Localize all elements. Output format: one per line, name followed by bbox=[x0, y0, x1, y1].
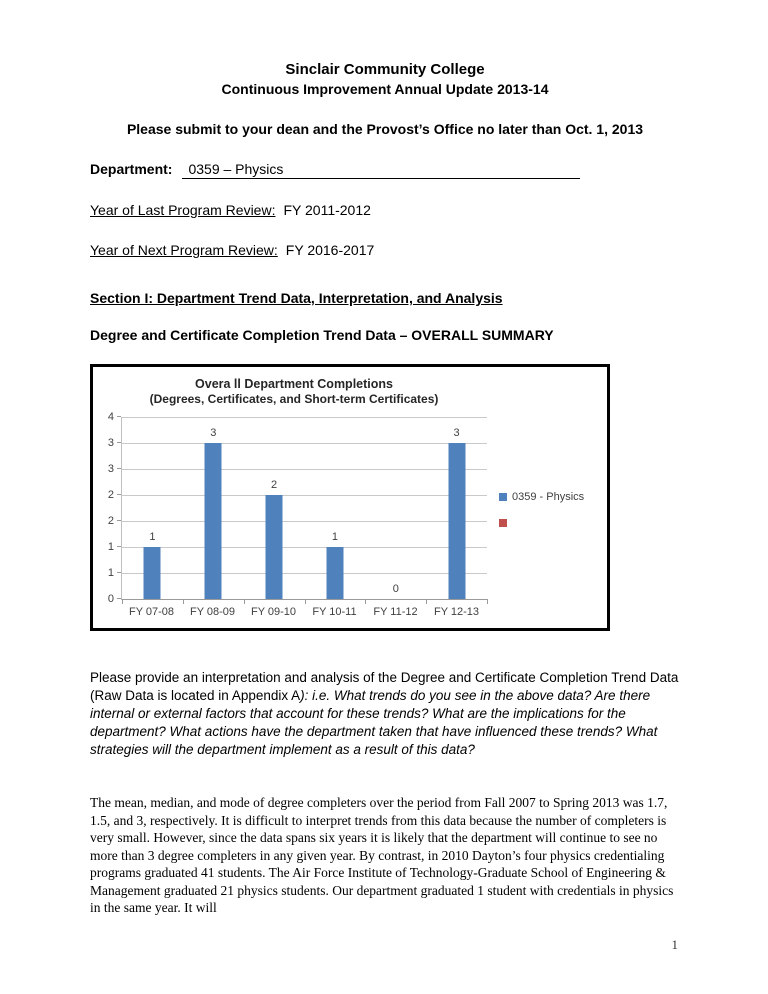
bar-value-label: 0 bbox=[392, 583, 399, 595]
bar bbox=[205, 443, 222, 599]
legend-label: 0359 - Physics bbox=[512, 490, 585, 503]
bar-value-label: 1 bbox=[149, 531, 156, 543]
gridline bbox=[122, 495, 487, 496]
legend-item bbox=[499, 491, 599, 503]
x-tick-mark bbox=[244, 599, 245, 604]
chart-title-block bbox=[99, 376, 489, 407]
x-tick-mark bbox=[426, 599, 427, 604]
bar-value-label: 3 bbox=[453, 427, 460, 439]
legend-swatch bbox=[499, 493, 507, 501]
department-value: 0359 – Physics bbox=[182, 160, 580, 179]
analysis-paragraph: The mean, median, and mode of degree completers over the period from Fall 2007 to Spring 2013 was 1.7, 1.5, and 3, respectively. It is difficult to interpret trends from this data because the number of completers is very small. However, since the data spans six years it is likely that the department will continue to see no more than 3 degree completers in any given year. By contrast, in 2010 Dayton’s four physics credentialing programs graduated 41 students. The Air Force Institute of Technology-Graduate School of Engineering & Management graduated 21 physics students. Our department graduated 1 student with credentials in physics in the same year. It will bbox=[90, 795, 674, 915]
bar-value-label: 3 bbox=[210, 427, 217, 439]
chart-legend bbox=[487, 417, 599, 600]
prompt-italic-text: ): i.e. What trends do you see in the above data? Are there internal or external factors that account for these trends? What are the implications for the department? What actions have the department taken that have influenced these trends? What strategies will the department implement as a result of this data? bbox=[90, 688, 658, 757]
bar-value-label: 2 bbox=[271, 479, 278, 491]
chart-body bbox=[99, 411, 599, 605]
next-review-value: FY 2016-2017 bbox=[285, 242, 375, 258]
bar bbox=[448, 443, 465, 599]
last-review-label: Year of Last Program Review: bbox=[90, 202, 276, 218]
gridline bbox=[122, 573, 487, 574]
prompt-regular-text: Please provide an interpretation and analysis of the Degree and Certificate Completion Trend Data (Raw Data is located in Appendix A bbox=[90, 670, 679, 703]
x-tick-label: FY 08-09 bbox=[189, 606, 236, 618]
chart-subtitle: (Degrees, Certificates, and Short-term Certificates) bbox=[149, 392, 439, 406]
x-tick-mark bbox=[183, 599, 184, 604]
page-number: 1 bbox=[671, 937, 678, 952]
submit-instruction: Please submit to your dean and the Provost’s Office no later than Oct. 1, 2013 bbox=[126, 121, 644, 137]
y-tick-label: 4 bbox=[107, 411, 114, 423]
x-tick-label: FY 11-12 bbox=[373, 606, 418, 618]
y-tick-label: 3 bbox=[107, 437, 114, 449]
x-tick-label: FY 10-11 bbox=[312, 606, 357, 618]
gridline bbox=[122, 469, 487, 470]
completions-chart bbox=[90, 364, 610, 631]
y-tick-label: 2 bbox=[107, 515, 114, 527]
gridline bbox=[122, 547, 487, 548]
legend-item bbox=[499, 519, 599, 527]
x-tick-label: FY 07-08 bbox=[128, 606, 175, 618]
subsection-heading: Degree and Certificate Completion Trend Data – OVERALL SUMMARY bbox=[90, 327, 554, 343]
y-tick-label: 1 bbox=[107, 567, 114, 579]
gridline bbox=[122, 443, 487, 444]
x-tick-label: FY 12-13 bbox=[433, 606, 480, 618]
chart-plot-area bbox=[121, 417, 487, 600]
document-subtitle: Continuous Improvement Annual Update 2013-14 bbox=[221, 81, 549, 97]
section-heading: Section I: Department Trend Data, Interpretation, and Analysis bbox=[90, 290, 503, 306]
legend-swatch bbox=[499, 519, 507, 527]
bar bbox=[144, 547, 161, 599]
y-tick-label: 3 bbox=[107, 463, 114, 475]
x-tick-label: FY 09-10 bbox=[250, 606, 297, 618]
x-tick-mark bbox=[487, 599, 488, 604]
y-tick-label: 2 bbox=[107, 489, 114, 501]
next-review-field bbox=[90, 241, 680, 259]
last-review-field bbox=[90, 201, 680, 219]
bar-value-label: 1 bbox=[331, 531, 338, 543]
interpretation-prompt bbox=[90, 669, 684, 759]
gridline bbox=[122, 521, 487, 522]
next-review-label: Year of Next Program Review: bbox=[90, 242, 278, 258]
chart-title: Overa ll Department Completions bbox=[195, 377, 393, 391]
gridline bbox=[122, 417, 487, 418]
x-tick-mark bbox=[122, 599, 123, 604]
x-tick-mark bbox=[365, 599, 366, 604]
document-title: Sinclair Community College bbox=[285, 61, 485, 78]
department-label: Department: bbox=[90, 161, 173, 177]
x-tick-mark bbox=[305, 599, 306, 604]
y-tick-label: 1 bbox=[107, 541, 114, 553]
bar bbox=[266, 495, 283, 599]
y-tick-label: 0 bbox=[107, 593, 114, 605]
last-review-value: FY 2011-2012 bbox=[283, 202, 371, 218]
department-field bbox=[90, 160, 680, 179]
chart-y-axis bbox=[99, 411, 121, 605]
bar bbox=[326, 547, 343, 599]
